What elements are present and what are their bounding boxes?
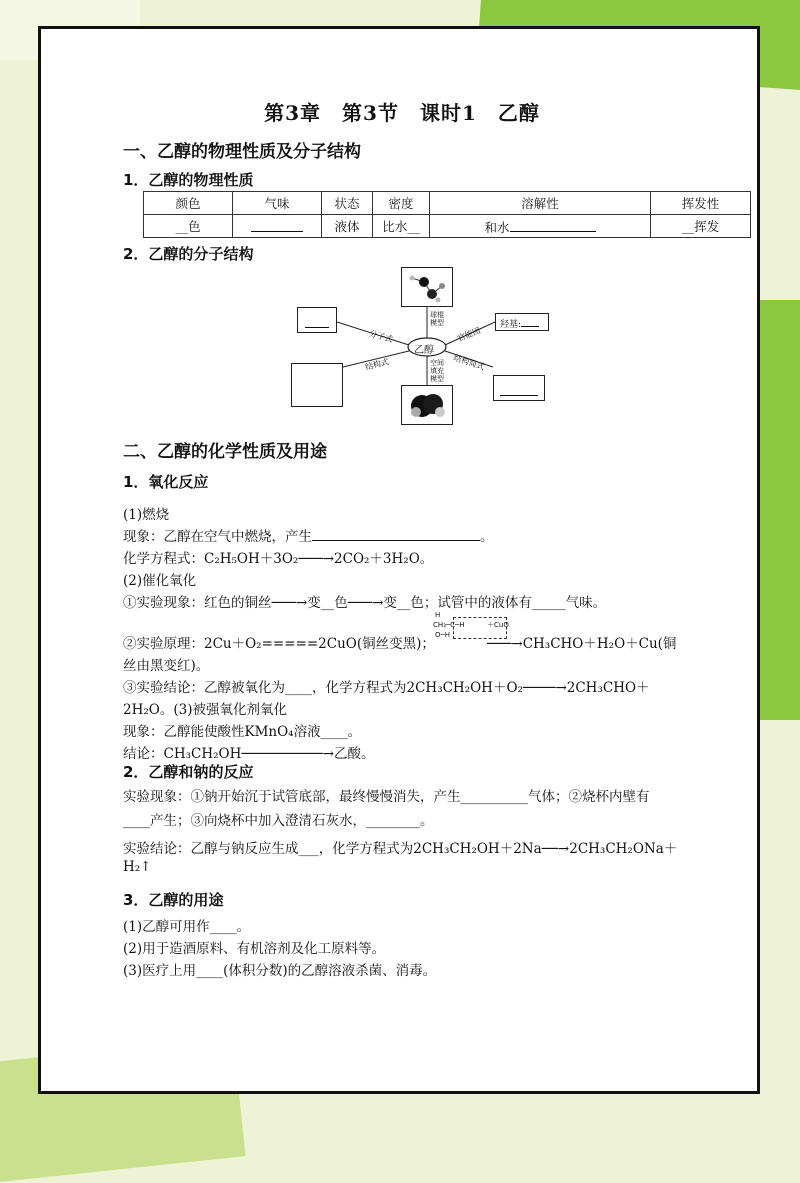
text-line: ③实验结论：乙醇被氧化为____，化学方程式为2CH₃CH₂OH＋O₂────→2CH₃CHO＋: [123, 680, 650, 696]
table-cell: __挥发: [651, 215, 751, 238]
mechanism-text: H: [435, 611, 441, 619]
text-line: ①实验现象：红色的铜丝───→变__色───→变__色；试管中的液体有_____气味。: [123, 595, 607, 611]
subsection-heading: 1．乙醇的物理性质: [123, 171, 254, 189]
ball-stick-label: 球棍模型: [430, 311, 444, 327]
functional-group-box: [495, 313, 549, 331]
text-line: 化学方程式：C₂H₅OH＋3O₂───→2CO₂＋3H₂O。: [123, 551, 434, 567]
text-line: ───→CH₃CHO＋H₂O＋Cu(铜: [487, 636, 677, 652]
functional-group-arrow-label: 官能团: [456, 325, 482, 344]
mechanism-text: ＋CuO: [487, 621, 509, 629]
page-title: 第3章 第3节 课时1 乙醇: [264, 101, 540, 125]
table-header: 挥发性: [651, 192, 751, 215]
answer-blank[interactable]: [521, 317, 539, 327]
table-header: 颜色: [144, 192, 233, 215]
table-row: [144, 215, 751, 238]
table-header: 状态: [322, 192, 373, 215]
text-line: H₂↑: [123, 859, 152, 875]
table-cell: [430, 215, 651, 238]
mechanism-text: CH₃─C─H: [433, 621, 465, 629]
table-cell: 液体: [322, 215, 373, 238]
text-line: ____产生；③向烧杯中加入澄清石灰水，________。: [123, 813, 434, 829]
space-filling-model-icon: [402, 386, 452, 424]
molecular-formula-label: 分子式: [368, 328, 394, 345]
table-header: 气味: [233, 192, 322, 215]
mechanism-text: O─H: [435, 631, 450, 639]
space-filling-model-image: [401, 385, 453, 425]
text-line: 结论：CH₃CH₂OH──────────→乙酸。: [123, 746, 375, 762]
structural-formula-label: 结构式: [364, 357, 390, 372]
subsection-heading: 1．氧化反应: [123, 473, 209, 491]
text-line: 实验现象：①钠开始沉于试管底部，最终慢慢消失，产生__________气体；②烧杯内壁有: [123, 789, 650, 805]
worksheet-page: [38, 26, 760, 1094]
structural-simple-formula-box: [493, 375, 545, 401]
table-cell: [233, 215, 322, 238]
text-line: 丝由黑变红)。: [123, 658, 210, 674]
table-header-row: [144, 192, 751, 215]
table-cell: 比水__: [373, 215, 430, 238]
text-line: (3)医疗上用____(体积分数)的乙醇溶液杀菌、消毒。: [123, 963, 437, 979]
text-line: 实验结论：乙醇与钠反应生成___，化学方程式为2CH₃CH₂OH＋2Na──→2CH₃CH₂ONa＋: [123, 841, 678, 857]
functional-group-label: 羟基:: [500, 320, 522, 330]
text-line: 2H₂O。(3)被强氧化剂氧化: [123, 702, 287, 718]
subsection-heading: 2．乙醇和钠的反应: [123, 763, 254, 781]
ball-stick-model-icon: [402, 268, 452, 306]
text-line: (1)乙醇可用作____。: [123, 919, 251, 935]
line-text: 现象：乙醇在空气中燃烧，产生: [123, 529, 312, 545]
text-line: ②实验原理：2Cu＋O₂=====2CuO(铜丝变黑)；: [123, 636, 435, 652]
section-heading: 二、乙醇的化学性质及用途: [123, 442, 327, 462]
text-line: 现象：乙醇在空气中燃烧，产生 。: [123, 525, 494, 545]
structural-simple-label: 结构简式: [452, 353, 486, 372]
diagram-center-label: 乙醇: [414, 345, 434, 356]
section-heading: 一、乙醇的物理性质及分子结构: [123, 142, 361, 162]
cell-text: 和水: [484, 219, 510, 235]
ball-stick-model-image: [401, 267, 453, 307]
molecular-formula-box: [297, 307, 337, 333]
table-header: 密度: [373, 192, 430, 215]
answer-blank[interactable]: [500, 381, 538, 396]
table-cell: __色: [144, 215, 233, 238]
answer-blank[interactable]: [510, 217, 596, 232]
subsection-heading: 3．乙醇的用途: [123, 891, 224, 909]
subsection-heading: 2．乙醇的分子结构: [123, 245, 254, 263]
text-line: 现象：乙醇能使酸性KMnO₄溶液____。: [123, 724, 362, 740]
answer-blank[interactable]: [251, 217, 303, 232]
text-line: (1)燃烧: [123, 507, 170, 523]
structural-formula-box: [291, 363, 343, 407]
answer-blank[interactable]: [312, 526, 480, 541]
physical-properties-table: [143, 191, 751, 238]
molecular-structure-diagram: [297, 267, 557, 427]
table-header: 溶解性: [430, 192, 651, 215]
text-line: (2)催化氧化: [123, 573, 197, 589]
text-line: (2)用于造酒原料、有机溶剂及化工原料等。: [123, 941, 386, 957]
answer-blank[interactable]: [305, 313, 329, 328]
space-filling-label: 空间填充模型: [430, 359, 444, 383]
